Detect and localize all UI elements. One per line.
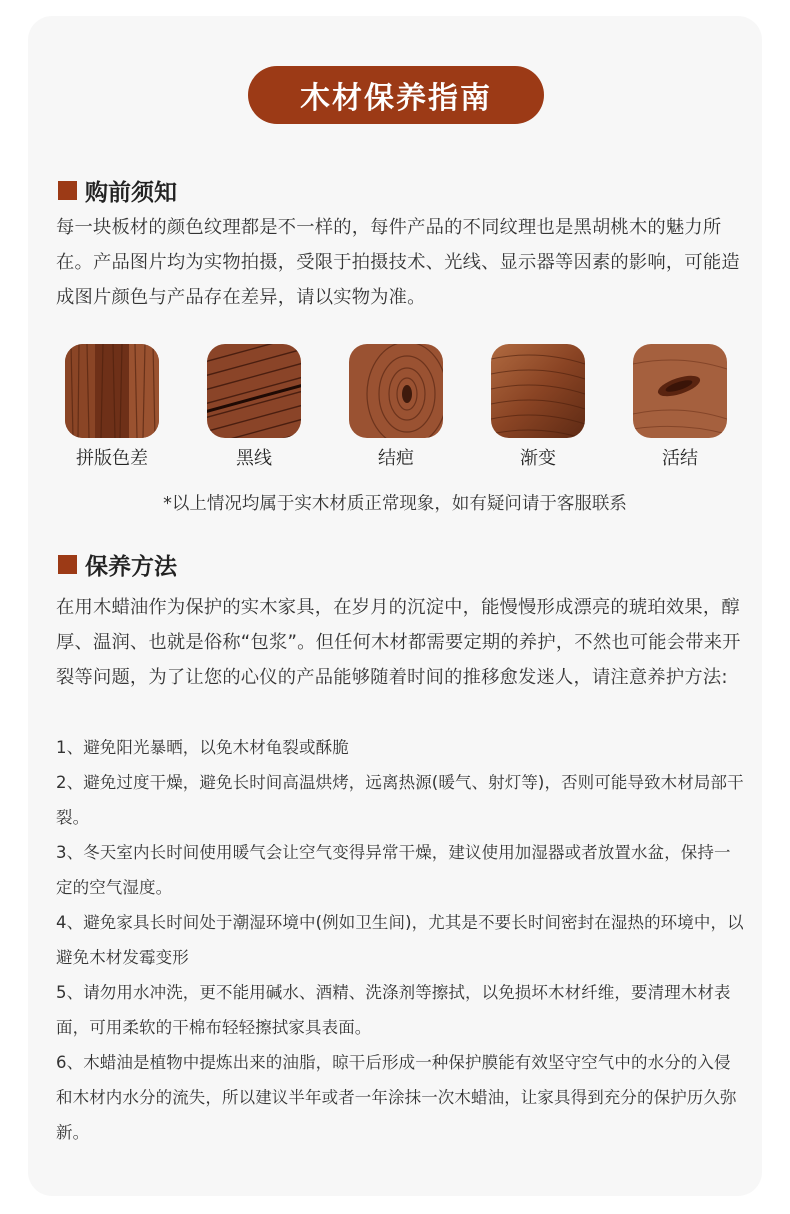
maintenance-intro-text: 在用木蜡油作为保护的实木家具，在岁月的沉淀中，能慢慢形成漂亮的琥珀效果，醇厚、温润、也就是俗称“包浆”。但任何木材都需要定期的养护，不然也可能会带来开裂等问题，为了让您的心仪的产品能够随着时间的推移愈发迷人，请注意养护方法: (56, 597, 741, 688)
section-heading-maintenance (58, 548, 177, 581)
section-heading-text: 保养方法 (85, 554, 177, 580)
list-item: 1、避免阳光暴晒，以免木材龟裂或酥脆 (56, 738, 349, 757)
list-item: 3、冬天室内长时间使用暖气会让空气变得异常干燥，建议使用加湿器或者放置水盆，保持一定的空气湿度。 (56, 843, 731, 897)
wood-swatch-label: 结疤 (378, 448, 414, 469)
list-item: 5、请勿用水冲洗，更不能用碱水、酒精、洗涤剂等擦拭，以免损坏木材纤维，要清理木材表面，可用柔软的干棉布轻轻擦拭家具表面。 (56, 983, 731, 1037)
wood-swatch-knot-icon (349, 344, 443, 438)
heading-square-icon (58, 555, 77, 574)
wood-swatch-label: 渐变 (520, 448, 556, 469)
maintenance-list (56, 730, 746, 1150)
wood-swatch-label: 拼版色差 (76, 448, 148, 469)
wood-swatch-label: 活结 (662, 448, 698, 469)
list-item: 2、避免过度干燥，避免长时间高温烘烤，远离热源(暖气、射灯等)，否则可能导致木材局部干裂。 (56, 773, 744, 827)
before-purchase-text: 每一块板材的颜色纹理都是不一样的，每件产品的不同纹理也是黑胡桃木的魅力所在。产品图片均为实物拍摄，受限于拍摄技术、光线、显示器等因素的影响，可能造成图片颜色与产品存在差异，请以实物为准。 (56, 217, 740, 308)
wood-swatch-color-difference-icon (65, 344, 159, 438)
section-heading-before-purchase (58, 174, 177, 207)
list-item: 4、避免家具长时间处于潮湿环境中(例如卫生间)，尤其是不要长时间密封在湿热的环境中，以避免木材发霉变形 (56, 913, 744, 967)
wood-swatch-row (0, 344, 790, 474)
normal-phenomenon-note: *以上情况均属于实木材质正常现象，如有疑问请于客服联系 (163, 494, 627, 514)
wood-swatch-label: 黑线 (236, 448, 272, 469)
wood-swatch-gradient-icon (491, 344, 585, 438)
heading-square-icon (58, 181, 77, 200)
list-item: 6、木蜡油是植物中提炼出来的油脂，晾干后形成一种保护膜能有效坚守空气中的水分的入侵和木材内水分的流失，所以建议半年或者一年涂抹一次木蜡油，让家具得到充分的保护历久弥新。 (56, 1053, 737, 1142)
wood-swatch-black-line-icon (207, 344, 301, 438)
page-title: 木材保养指南 (248, 66, 544, 124)
wood-swatch-live-knot-icon (633, 344, 727, 438)
section-heading-text: 购前须知 (85, 180, 177, 206)
